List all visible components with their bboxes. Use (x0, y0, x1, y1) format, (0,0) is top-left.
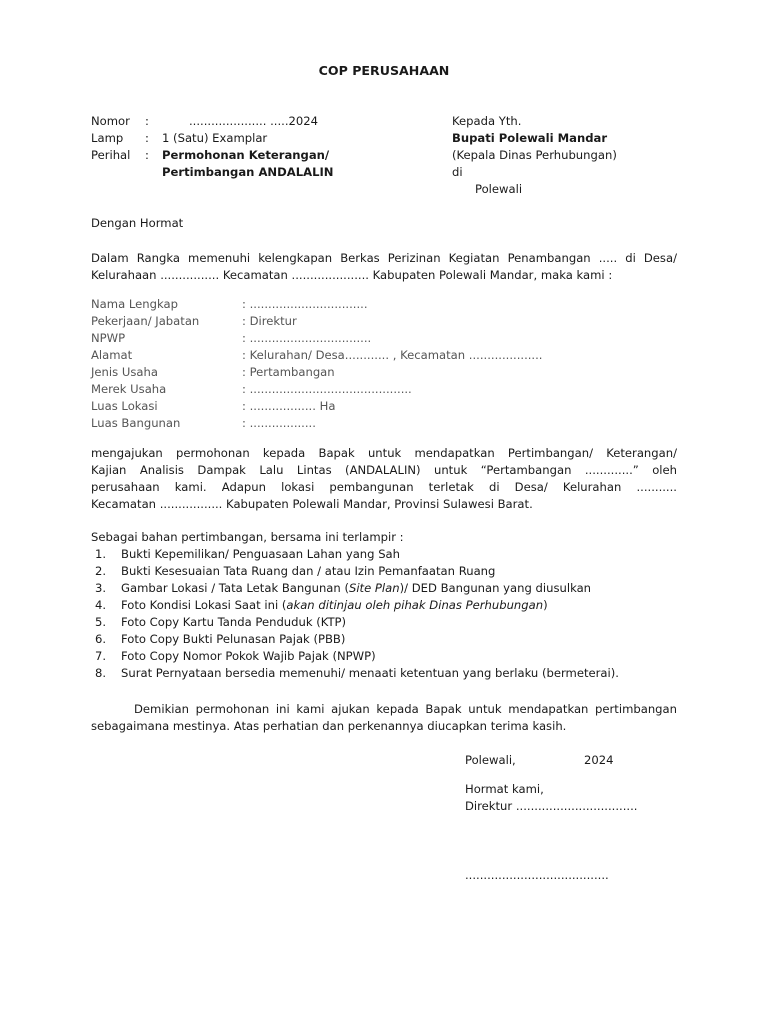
list-number: 8. (95, 666, 107, 680)
attachments-intro: Sebagai bahan pertimbangan, bersama ini terlampir : (91, 530, 404, 544)
lamp-label: Lamp (91, 131, 124, 145)
field-label: Jenis Usaha (91, 365, 158, 379)
list-text: Surat Pernyataan bersedia memenuhi/ menaati ketentuan yang berlaku (bermeterai). (121, 666, 619, 680)
intro-line-1: Dalam Rangka memenuhi kelengkapan Berkas Perizinan Kegiatan Penambangan ..... di Desa/ (91, 251, 677, 265)
field-label: Luas Bangunan (91, 416, 181, 430)
list-item (91, 580, 619, 597)
list-item (91, 546, 619, 563)
recipient-line-5: Polewali (475, 182, 523, 196)
signature-place: Polewali, (465, 753, 516, 767)
field-label: Nama Lengkap (91, 297, 178, 311)
recipient-line-4: di (452, 165, 463, 179)
lamp-value: 1 (Satu) Examplar (162, 131, 268, 145)
intro-line-2: Kelurahaan ................ Kecamatan ..................... Kabupaten Polewali Mandar, maka kami : (91, 268, 613, 282)
field-value: : ............................................ (242, 382, 412, 396)
field-value: : ................................. (242, 331, 372, 345)
lamp-sep: : (145, 131, 149, 145)
list-item (91, 597, 619, 614)
list-item (91, 665, 619, 682)
letterhead-title: COP PERUSAHAAN (318, 63, 450, 78)
attachments-list (91, 546, 619, 682)
signature-regards: Hormat kami, (465, 782, 544, 796)
list-text: Bukti Kepemilikan/ Penguasaan Lahan yang Sah (121, 547, 401, 561)
signature-year: 2024 (584, 753, 614, 767)
request-line-1: mengajukan permohonan kepada Bapak untuk mendapatkan Pertimbangan/ Keterangan/ (91, 446, 677, 460)
list-number: 4. (95, 598, 107, 612)
field-value: : ................................ (242, 297, 368, 311)
nomor-label: Nomor (91, 114, 130, 128)
list-number: 5. (95, 615, 107, 629)
list-text: Foto Copy Bukti Pelunasan Pajak (PBB) (121, 632, 346, 646)
list-text-italic: Site Plan (348, 581, 400, 595)
list-text-italic: akan ditinjau oleh pihak Dinas Perhubungan (286, 598, 544, 612)
nomor-sep: : (145, 114, 149, 128)
perihal-sep: : (145, 148, 149, 162)
closing-line-1: Demikian permohonan ini kami ajukan kepada Bapak untuk mendapatkan pertimbangan (134, 702, 677, 716)
list-text: Bukti Kesesuaian Tata Ruang dan / atau Izin Pemanfaatan Ruang (121, 564, 496, 578)
list-text: )/ DED Bangunan yang diusulkan (399, 581, 592, 595)
list-number: 2. (95, 564, 107, 578)
recipient-line-3: (Kepala Dinas Perhubungan) (452, 148, 617, 162)
perihal-label: Perihal (91, 148, 131, 162)
recipient-line-2: Bupati Polewali Mandar (452, 131, 608, 145)
list-item (91, 648, 619, 665)
field-value: : Direktur (242, 314, 297, 328)
list-number: 7. (95, 649, 107, 663)
list-text: Foto Copy Kartu Tanda Penduduk (KTP) (121, 615, 347, 629)
closing-line-2: sebagaimana mestinya. Atas perhatian dan perkenannya diucapkan terima kasih. (91, 719, 567, 733)
nomor-value: ..................... .....2024 (189, 114, 319, 128)
list-text: Foto Copy Nomor Pokok Wajib Pajak (NPWP) (121, 649, 376, 663)
field-label: Alamat (91, 348, 133, 362)
request-line-4: Kecamatan ................. Kabupaten Polewali Mandar, Provinsi Sulawesi Barat. (91, 497, 533, 511)
perihal-line-2: Pertimbangan ANDALALIN (162, 165, 334, 179)
list-number: 1. (95, 547, 107, 561)
field-value: : Pertambangan (242, 365, 335, 379)
request-line-2: Kajian Analisis Dampak Lalu Lintas (ANDALALIN) untuk “Pertambangan .............” oleh (91, 463, 677, 477)
field-label: Luas Lokasi (91, 399, 158, 413)
field-label: Pekerjaan/ Jabatan (91, 314, 200, 328)
list-number: 6. (95, 632, 107, 646)
field-value: : Kelurahan/ Desa............ , Kecamatan .................... (242, 348, 543, 362)
request-line-3: perusahaan kami. Adapun lokasi pembangunan terletak di Desa/ Kelurahan ........... (91, 480, 677, 494)
field-label: NPWP (91, 331, 126, 345)
list-item (91, 631, 619, 648)
list-text: ) (543, 598, 548, 612)
field-label: Merek Usaha (91, 382, 167, 396)
field-value: : .................. (242, 416, 316, 430)
field-value: : .................. Ha (242, 399, 336, 413)
signature-title: Direktur ................................. (465, 799, 638, 813)
signature-name: ....................................... (465, 868, 609, 882)
recipient-line-1: Kepada Yth. (452, 114, 522, 128)
greeting: Dengan Hormat (91, 216, 184, 230)
list-item (91, 563, 619, 580)
list-text: Gambar Lokasi / Tata Letak Bangunan ( (121, 581, 349, 595)
list-text: Foto Kondisi Lokasi Saat ini ( (121, 598, 287, 612)
perihal-line-1: Permohonan Keterangan/ (162, 148, 330, 162)
list-number: 3. (95, 581, 107, 595)
list-item (91, 614, 619, 631)
